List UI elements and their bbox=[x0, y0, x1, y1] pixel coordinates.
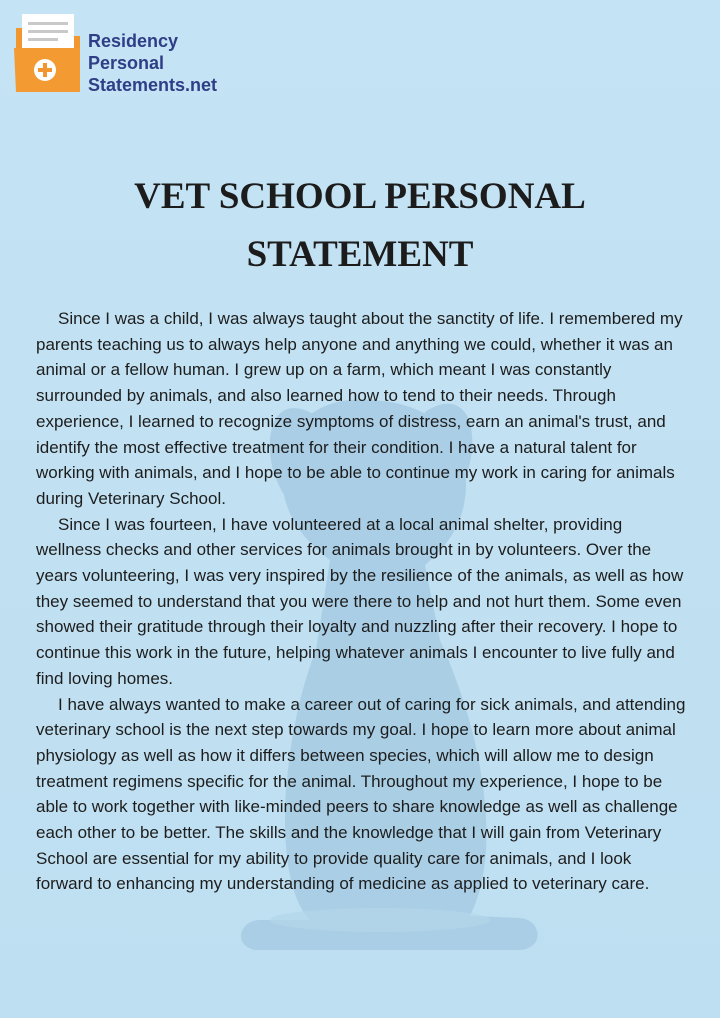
logo-text-line2: Personal bbox=[88, 53, 165, 73]
page-title bbox=[60, 168, 660, 284]
title-line-2: STATEMENT bbox=[246, 234, 474, 275]
paragraph-1: Since I was a child, I was always taught about the sanctity of life. I remembered my parents teaching us to always help anyone and anything we could, whether it was an animal or a fellow human. I grew up on a farm, which meant I was constantly surrounded by animals, and also learned how to tend to their needs. Through experience, I learned to recognize symptoms of distress, earn an animal's trust, and identify the most effective treatment for their condition. I have a natural talent for working with animals, and I hope to be able to continue my work in caring for animals during Veterinary School. bbox=[36, 309, 683, 508]
site-logo[interactable] bbox=[14, 12, 254, 98]
title-line-1: VET SCHOOL PERSONAL bbox=[134, 176, 586, 217]
paragraph-3: I have always wanted to make a career out of caring for sick animals, and attending veterinary school is the next step towards my goal. I hope to learn more about animal physiology as well as how it differs between species, which will allow me to design treatment regimens specific for the animal. Throughout my experience, I hope to be able to work together with like-minded peers to share knowledge as well as challenge each other to be better. The skills and the knowledge that I will gain from Veterinary School are essential for my ability to provide quality care for animals, and I look forward to enhancing my understanding of medicine as applied to veterinary care. bbox=[36, 694, 686, 894]
logo-text-line1: Residency bbox=[88, 31, 179, 51]
medical-folder-icon bbox=[14, 12, 84, 94]
paragraph-2: Since I was fourteen, I have volunteered at a local animal shelter, providing wellness checks and other services for animals brought in by volunteers. Over the years volunteering, I was very inspired by the resilience of the animals, as well as how they seemed to understand that you were there to help and not hurt them. Some even showed their gratitude through their loyalty and nuzzling after their recovery. I hope to continue this work in the future, helping whatever animals I encounter to live fully and find loving homes. bbox=[36, 514, 684, 688]
logo-text-line3: Statements.net bbox=[88, 75, 218, 95]
statement-body bbox=[36, 306, 691, 897]
